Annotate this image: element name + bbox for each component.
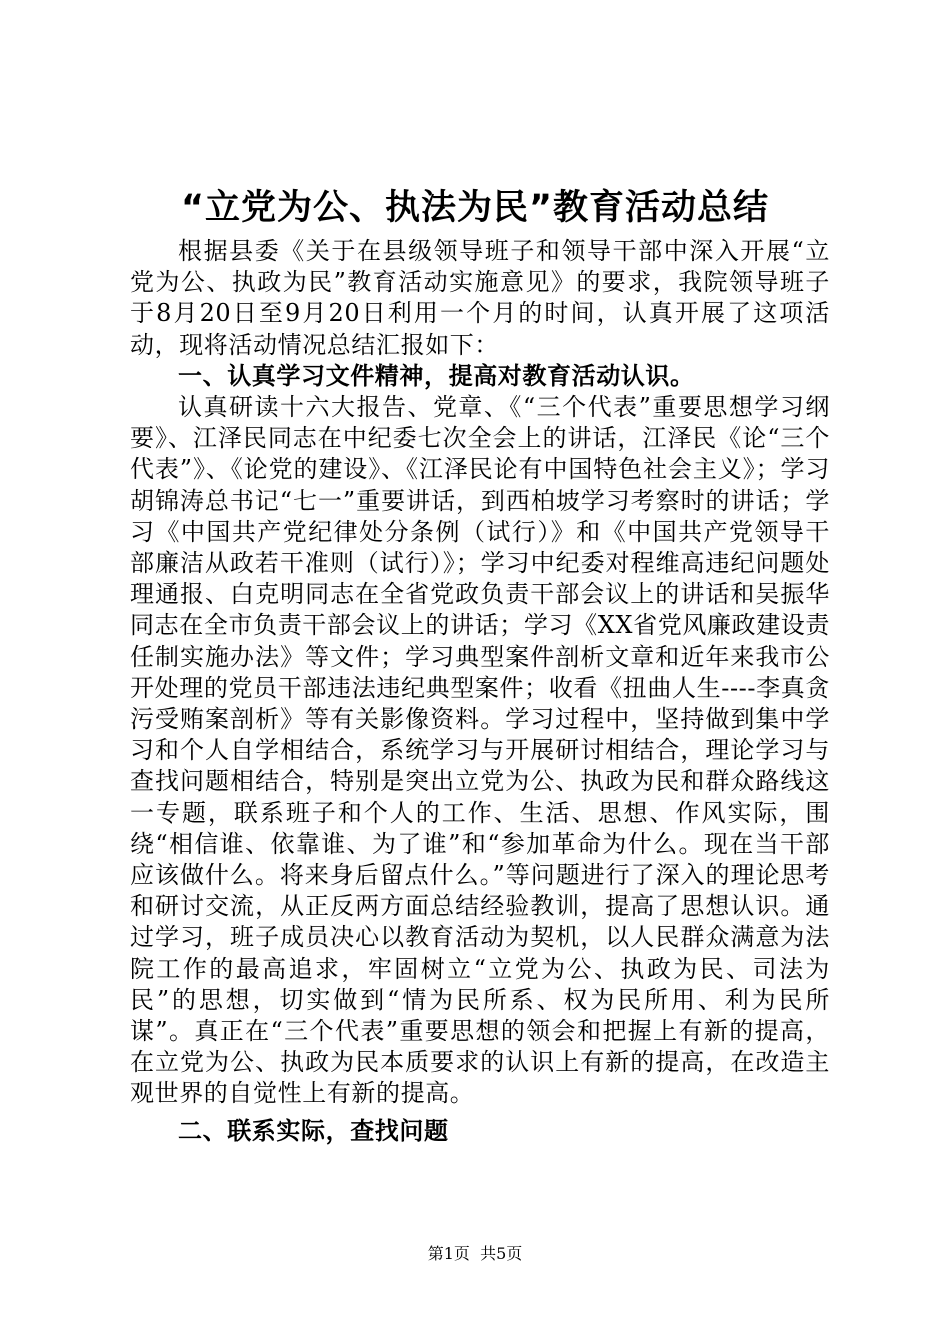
section-1-heading: 一、认真学习文件精神，提高对教育活动认识。 [178,361,695,390]
section-2-heading: 二、联系实际，查找问题 [178,1116,449,1145]
page-number-label: 第1页 共5页 [427,1244,523,1263]
section-1-paragraph: 认真研读十六大报告、党章、《“三个代表”重要思想学习纲要》、江泽民同志在中纪委七次全会上的讲话，江泽民《论“三个代表”》、《论党的建设》、《江泽民论有中国特色社会主义》；学习胡锦涛总书记“七一”重要讲话，到西柏坡学习考察时的讲话；学习《中国共产党纪律处分条例（试行）》和《中国共产党领导干部廉洁从政若干准则（试行）》；学习中纪委对程维高违纪问题处理通报、白克明同志在全省党政负责干部会议上的讲话和吴振华同志在全市负责干部会议上的讲话；学习《XX省党风廉政建设责任制实施办法》等文件；学习典型案件剖析文章和近年来我市公开处理的党员干部违法违纪典型案件；收看《扭曲人生----李真贪污受贿案剖析》等有关影像资料。学习过程中，坚持做到集中学习和个人自学相结合，系统学习与开展研讨相结合，理论学习与查找问题相结合，特别是突出立党为公、执政为民和群众路线这一专题，联系班子和个人的工作、生活、思想、作风实际，围绕“相信谁、依靠谁、为了谁”和“参加革命为什么。现在当干部应该做什么。将来身后留点什么。”等问题进行了深入的理论思考和研讨交流，从正反两方面总结经验教训，提高了思想认识。通过学习，班子成员决心以教育活动为契机，以人民群众满意为法院工作的最高追求，牢固树立“立党为公、执政为民、司法为民”的思想，切实做到“情为民所系、权为民所用、利为民所谋”。真正在“三个代表”重要思想的领会和把握上有新的提高，在立党为公、执政为民本质要求的认识上有新的提高，在改造主观世界的自觉性上有新的提高。 [130,393,830,1108]
document-title: “立党为公、执法为民”教育活动总结 [180,188,769,228]
page-footer [0,1244,950,1264]
intro-paragraph: 根据县委《关于在县级领导班子和领导干部中深入开展“立党为公、执政为民”教育活动实施意见》的要求，我院领导班子于8月20日至9月20日利用一个月的时间，认真开展了这项活动，现将活动情况总结汇报如下： [130,237,830,359]
document-body [130,236,830,1147]
